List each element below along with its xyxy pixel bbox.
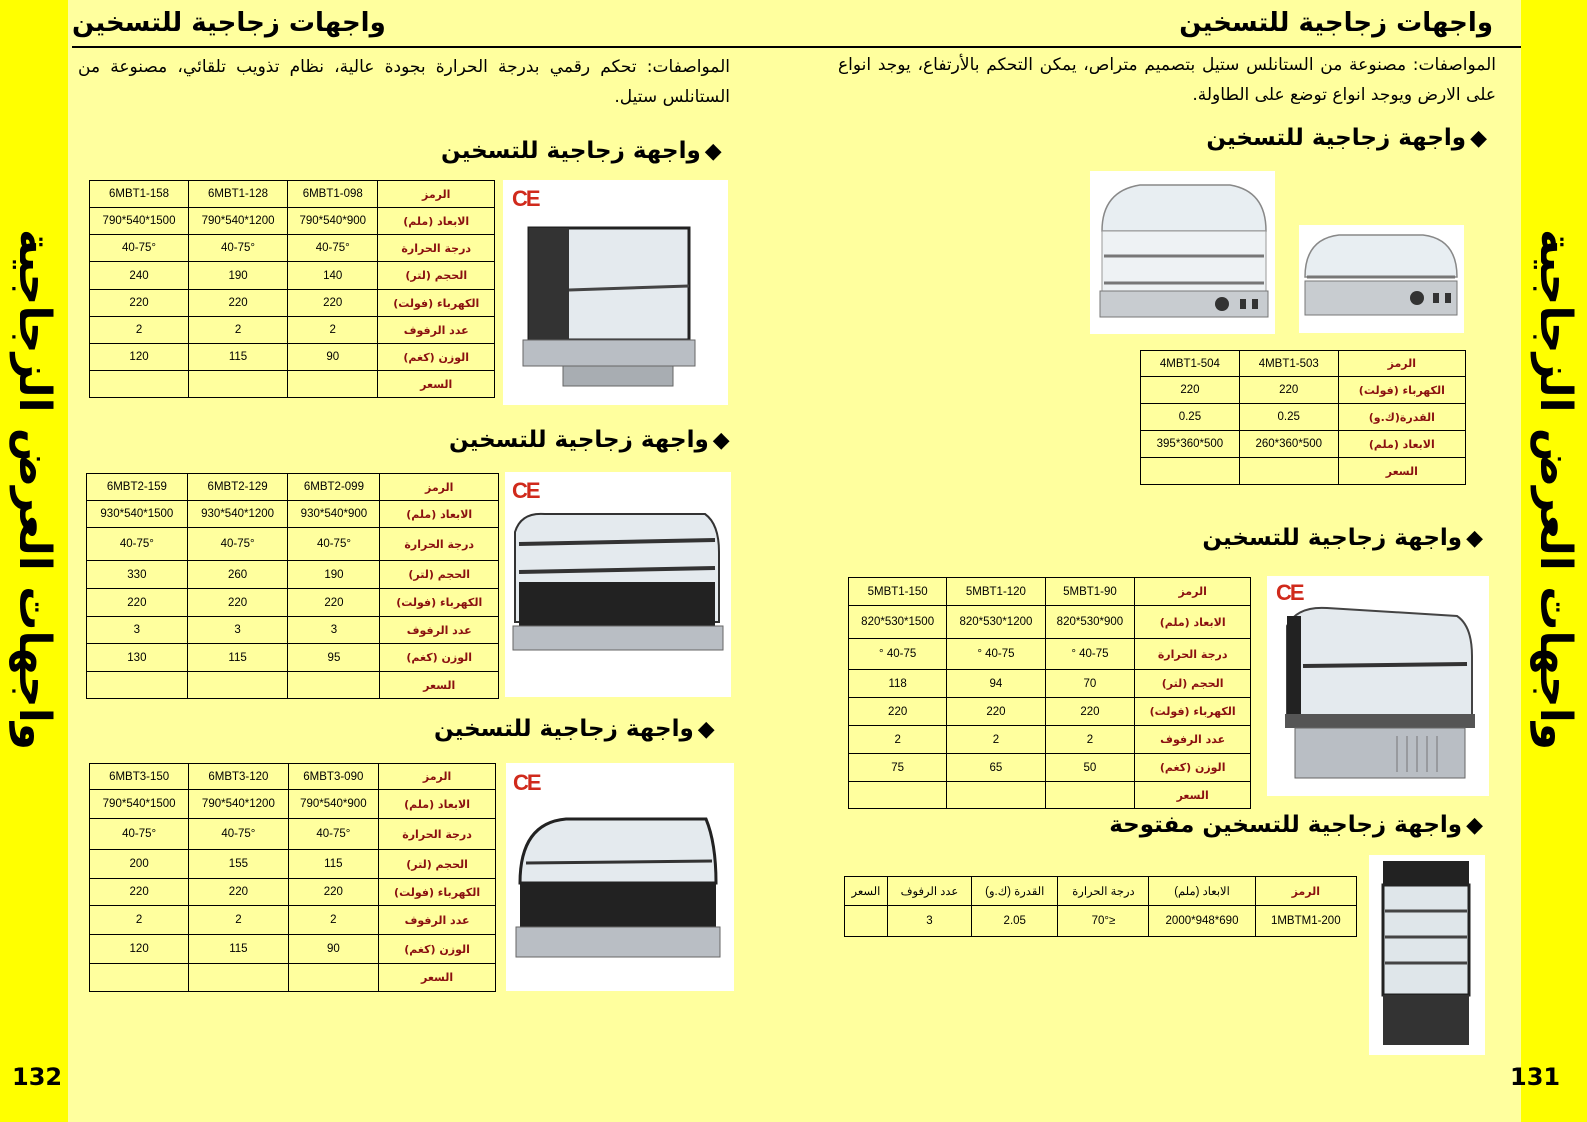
table-cell: 5MBT1-120 <box>947 578 1045 606</box>
table-cell: 115 <box>187 644 288 672</box>
table-cell: 220 <box>288 589 380 617</box>
table-cell: 2 <box>1045 726 1135 754</box>
table-cell: الكهرباء (فولت) <box>378 290 495 317</box>
table-row <box>1141 404 1466 431</box>
table-cell: عدد الرفوف <box>380 617 499 644</box>
table-cell: 75 <box>849 754 947 782</box>
table-cell: 900*540*790 <box>288 208 378 235</box>
table-cell: 220 <box>189 879 288 906</box>
table-cell <box>187 672 288 699</box>
table-header-row <box>87 474 499 501</box>
table-row <box>87 528 499 561</box>
table-cell: الابعاد (ملم) <box>1149 877 1255 906</box>
table-cell: 40-75 ° <box>849 639 947 670</box>
table-row <box>90 964 496 992</box>
table-cell <box>947 782 1045 809</box>
table-cell: 6MBT2-099 <box>288 474 380 501</box>
table-cell: 1200*540*790 <box>189 790 288 819</box>
table-cell: 220 <box>87 589 188 617</box>
table-cell: الرمز <box>380 474 499 501</box>
table-cell <box>1141 458 1240 485</box>
table-cell: الابعاد (ملم) <box>380 501 499 528</box>
table-cell: 1200*530*820 <box>947 606 1045 639</box>
table-cell: الوزن (كغم) <box>380 644 499 672</box>
table-row <box>1141 377 1466 404</box>
diamond-bullet-icon: ◆ <box>1466 526 1483 551</box>
ce-mark-icon: CE <box>512 186 539 211</box>
table-cell: 1500*540*790 <box>90 790 189 819</box>
table-row <box>1141 431 1466 458</box>
table-row <box>90 208 495 235</box>
table-cell: 118 <box>849 670 947 698</box>
table-cell: 1200*540*930 <box>187 501 288 528</box>
table-cell: 2 <box>90 906 189 935</box>
table-cell: 2 <box>288 906 379 935</box>
table-row <box>90 935 496 964</box>
table-cell <box>90 371 189 398</box>
table-cell: الوزن (كغم) <box>379 935 496 964</box>
table-cell: 155 <box>189 850 288 879</box>
table-cell: 500*360*395 <box>1141 431 1240 458</box>
table-header-row <box>849 578 1251 606</box>
table-cell: 200 <box>90 850 189 879</box>
table-row <box>849 698 1251 726</box>
left-spec-table-1 <box>89 180 495 398</box>
table-cell: 260 <box>187 561 288 589</box>
left-section3-title: ◆واجهة زجاجية للتسخين <box>434 716 715 742</box>
table-cell: الكهرباء (فولت) <box>1135 698 1251 726</box>
table-cell <box>1239 458 1338 485</box>
table-cell: 115 <box>189 935 288 964</box>
table-cell: 40-75° <box>87 528 188 561</box>
table-cell: 3 <box>887 906 971 937</box>
table-cell <box>849 782 947 809</box>
table-cell: 6MBT2-159 <box>87 474 188 501</box>
left-page-number: 132 <box>12 1063 63 1091</box>
ce-mark-icon: CE <box>1276 580 1303 605</box>
product-photo-5mbt1 <box>1267 576 1489 796</box>
table-cell: الرمز <box>1255 877 1356 906</box>
table-cell <box>189 964 288 992</box>
table-cell: الرمز <box>1338 351 1465 377</box>
table-cell: 6MBT3-120 <box>189 764 288 790</box>
table-cell: 95 <box>288 644 380 672</box>
table-cell: 220 <box>288 290 378 317</box>
right-spec-text: المواصفات: مصنوعة من الستانلس ستيل بتصميم متراص، يمكن التحكم بالأرتفاع، يوجد انواع على الارض ويوجد انواع توضع على الطاولة. <box>838 55 1496 105</box>
table-cell: الابعاد (ملم) <box>378 208 495 235</box>
table-cell: 115 <box>189 344 288 371</box>
table-cell: 190 <box>288 561 380 589</box>
table-cell: 6MBT1-098 <box>288 181 378 208</box>
table-cell: 240 <box>90 262 189 290</box>
table-cell: 120 <box>90 935 189 964</box>
table-cell: 3 <box>187 617 288 644</box>
right-side-title: واجهات العرض الزجاجية <box>1530 228 1581 750</box>
diamond-bullet-icon: ◆ <box>1470 126 1487 151</box>
table-cell: 5MBT1-150 <box>849 578 947 606</box>
table-row <box>1141 458 1466 485</box>
table-cell: 40-75° <box>288 235 378 262</box>
table-row <box>87 501 499 528</box>
table-cell: 90 <box>288 935 379 964</box>
table-cell: 120 <box>90 344 189 371</box>
table-cell: عدد الرفوف <box>378 317 495 344</box>
table-cell: السعر <box>379 964 496 992</box>
table-row <box>90 262 495 290</box>
table-cell: 40-75° <box>189 235 288 262</box>
table-cell: الكهرباء (فولت) <box>380 589 499 617</box>
left-section2-title: ◆واجهة زجاجية للتسخين <box>449 427 730 453</box>
table-row <box>90 371 495 398</box>
left-side-title: واجهات العرض الزجاجية <box>9 228 60 750</box>
table-cell: 220 <box>90 879 189 906</box>
table-row <box>90 317 495 344</box>
table-header-row <box>90 764 496 790</box>
table-cell: 3 <box>288 617 380 644</box>
table-cell: الكهرباء (فولت) <box>379 879 496 906</box>
table-cell: الحجم (لتر) <box>379 850 496 879</box>
ce-mark-icon: CE <box>513 770 540 795</box>
table-cell: الكهرباء (فولت) <box>1338 377 1465 404</box>
table-cell: 70 <box>1045 670 1135 698</box>
table-cell: الحجم (لتر) <box>1135 670 1251 698</box>
table-cell: درجة الحرارة <box>378 235 495 262</box>
table-cell: 220 <box>288 879 379 906</box>
table-row <box>90 850 496 879</box>
table-cell: 220 <box>187 589 288 617</box>
table-cell <box>1045 782 1135 809</box>
table-cell: 4MBT1-504 <box>1141 351 1240 377</box>
table-row <box>87 672 499 699</box>
product-photo-6mbt2 <box>505 472 731 697</box>
table-cell: 1200*540*790 <box>189 208 288 235</box>
table-row <box>849 726 1251 754</box>
table-cell: عدد الرفوف <box>379 906 496 935</box>
table-cell: 130 <box>87 644 188 672</box>
table-cell: 220 <box>90 290 189 317</box>
table-cell: 220 <box>849 698 947 726</box>
table-row <box>849 782 1251 809</box>
table-cell: 500*360*260 <box>1239 431 1338 458</box>
table-cell: 5MBT1-90 <box>1045 578 1135 606</box>
table-cell: 2 <box>90 317 189 344</box>
table-cell <box>845 906 888 937</box>
diamond-bullet-icon: ◆ <box>704 139 722 164</box>
table-cell: 40-75° <box>187 528 288 561</box>
table-cell: 6MBT2-129 <box>187 474 288 501</box>
right-spec-table-2 <box>848 577 1251 809</box>
table-cell: الوزن (كغم) <box>1135 754 1251 782</box>
diamond-bullet-icon: ◆ <box>1466 813 1483 838</box>
table-cell: 94 <box>947 670 1045 698</box>
table-cell: 900*540*930 <box>288 501 380 528</box>
table-cell: درجة الحرارة <box>1135 639 1251 670</box>
table-cell: 6MBT1-128 <box>189 181 288 208</box>
left-spec-table-3 <box>89 763 496 992</box>
table-cell: 6MBT3-090 <box>288 764 379 790</box>
table-cell: 0.25 <box>1239 404 1338 431</box>
table-cell: 40-75° <box>90 235 189 262</box>
table-cell: 900*530*820 <box>1045 606 1135 639</box>
ce-mark-icon: CE <box>512 478 539 503</box>
table-cell <box>288 964 379 992</box>
right-spec-table-1 <box>1140 350 1466 485</box>
diamond-bullet-icon: ◆ <box>697 717 715 742</box>
table-cell: 1500*540*790 <box>90 208 189 235</box>
product-photo-6mbt1 <box>503 180 728 405</box>
table-cell: 900*540*790 <box>288 790 379 819</box>
table-cell: 115 <box>288 850 379 879</box>
table-cell: 0.25 <box>1141 404 1240 431</box>
table-cell: 65 <box>947 754 1045 782</box>
product-photo-1mbtm1-200 <box>1369 855 1485 1055</box>
table-cell: السعر <box>845 877 888 906</box>
table-cell: 40-75° <box>189 819 288 850</box>
table-cell: 1MBTM1-200 <box>1255 906 1356 937</box>
table-cell: 2 <box>849 726 947 754</box>
table-cell: 2 <box>288 317 378 344</box>
table-row <box>90 906 496 935</box>
table-row <box>845 906 1357 937</box>
table-header-row <box>845 877 1357 906</box>
table-cell: 4MBT1-503 <box>1239 351 1338 377</box>
header-rule <box>72 46 1521 48</box>
table-cell: ≤70° <box>1058 906 1149 937</box>
table-cell: 220 <box>947 698 1045 726</box>
left-section1-title: ◆واجهة زجاجية للتسخين <box>441 138 722 164</box>
table-cell: الابعاد (ملم) <box>379 790 496 819</box>
table-cell: الابعاد (ملم) <box>1135 606 1251 639</box>
table-cell <box>90 964 189 992</box>
table-header-row <box>90 181 495 208</box>
table-cell: 1500*530*820 <box>849 606 947 639</box>
right-section1-title: ◆واجهة زجاجية للتسخين <box>1206 125 1487 151</box>
table-cell <box>189 371 288 398</box>
right-spec-table-3 <box>844 876 1357 937</box>
table-cell: 190 <box>189 262 288 290</box>
table-cell: السعر <box>1135 782 1251 809</box>
product-photo-4mbt1-504 <box>1090 171 1275 334</box>
table-cell: الحجم (لتر) <box>380 561 499 589</box>
table-header-row <box>1141 351 1466 377</box>
table-cell: عدد الرفوف <box>887 877 971 906</box>
table-cell: عدد الرفوف <box>1135 726 1251 754</box>
right-section2-title: ◆واجهة زجاجية للتسخين <box>1202 525 1483 551</box>
table-row <box>90 819 496 850</box>
table-row <box>849 670 1251 698</box>
table-cell: الرمز <box>1135 578 1251 606</box>
table-cell: الوزن (كغم) <box>378 344 495 371</box>
table-cell: 40-75 ° <box>1045 639 1135 670</box>
left-spec-table-2 <box>86 473 499 699</box>
table-cell: 40-75° <box>288 819 379 850</box>
table-cell: 2 <box>189 317 288 344</box>
table-cell: الرمز <box>379 764 496 790</box>
table-row <box>87 589 499 617</box>
table-cell: 220 <box>189 290 288 317</box>
table-cell: 90 <box>288 344 378 371</box>
table-cell: السعر <box>1338 458 1465 485</box>
table-row <box>87 644 499 672</box>
table-cell: 2.05 <box>972 906 1058 937</box>
table-cell <box>288 371 378 398</box>
table-cell: 40-75° <box>90 819 189 850</box>
table-cell: السعر <box>378 371 495 398</box>
table-cell: 220 <box>1141 377 1240 404</box>
table-cell: 2 <box>947 726 1045 754</box>
table-cell: 50 <box>1045 754 1135 782</box>
left-page-header: واجهات زجاجية للتسخين <box>72 8 386 38</box>
table-cell: 40-75 ° <box>947 639 1045 670</box>
table-row <box>90 290 495 317</box>
table-cell: 140 <box>288 262 378 290</box>
table-cell: 330 <box>87 561 188 589</box>
diamond-bullet-icon: ◆ <box>712 428 730 453</box>
product-photo-4mbt1-503 <box>1299 225 1464 333</box>
table-row <box>90 790 496 819</box>
table-row <box>90 879 496 906</box>
table-cell: درجة الحرارة <box>379 819 496 850</box>
product-photo-6mbt3 <box>506 763 734 991</box>
table-cell <box>288 672 380 699</box>
table-cell: القدرة (ك.و) <box>972 877 1058 906</box>
table-cell: درجة الحرارة <box>380 528 499 561</box>
right-section3-title: ◆واجهة زجاجية للتسخين مفتوحة <box>1109 812 1483 838</box>
table-cell: 220 <box>1239 377 1338 404</box>
table-cell: 1500*540*930 <box>87 501 188 528</box>
table-row <box>849 606 1251 639</box>
left-spec-text: المواصفات: تحكم رقمي بدرجة الحرارة بجودة عالية، نظام تذويب تلقائي، مصنوعة من الستانلس ستيل. <box>78 57 730 107</box>
table-cell: القدرة(ك.و) <box>1338 404 1465 431</box>
table-cell: الحجم (لتر) <box>378 262 495 290</box>
table-row <box>90 235 495 262</box>
table-row <box>87 561 499 589</box>
table-cell <box>87 672 188 699</box>
table-row <box>849 754 1251 782</box>
table-cell: 2 <box>189 906 288 935</box>
table-cell: 6MBT1-158 <box>90 181 189 208</box>
table-cell: 6MBT3-150 <box>90 764 189 790</box>
table-cell: 3 <box>87 617 188 644</box>
right-page-header: واجهات زجاجية للتسخين <box>1179 8 1493 38</box>
table-row <box>87 617 499 644</box>
table-cell: الابعاد (ملم) <box>1338 431 1465 458</box>
table-row <box>90 344 495 371</box>
table-cell: السعر <box>380 672 499 699</box>
table-cell: درجة الحرارة <box>1058 877 1149 906</box>
table-cell: الرمز <box>378 181 495 208</box>
table-cell: 40-75° <box>288 528 380 561</box>
table-cell: 220 <box>1045 698 1135 726</box>
table-cell: 690*948*2000 <box>1149 906 1255 937</box>
right-page-number: 131 <box>1510 1063 1561 1091</box>
table-row <box>849 639 1251 670</box>
